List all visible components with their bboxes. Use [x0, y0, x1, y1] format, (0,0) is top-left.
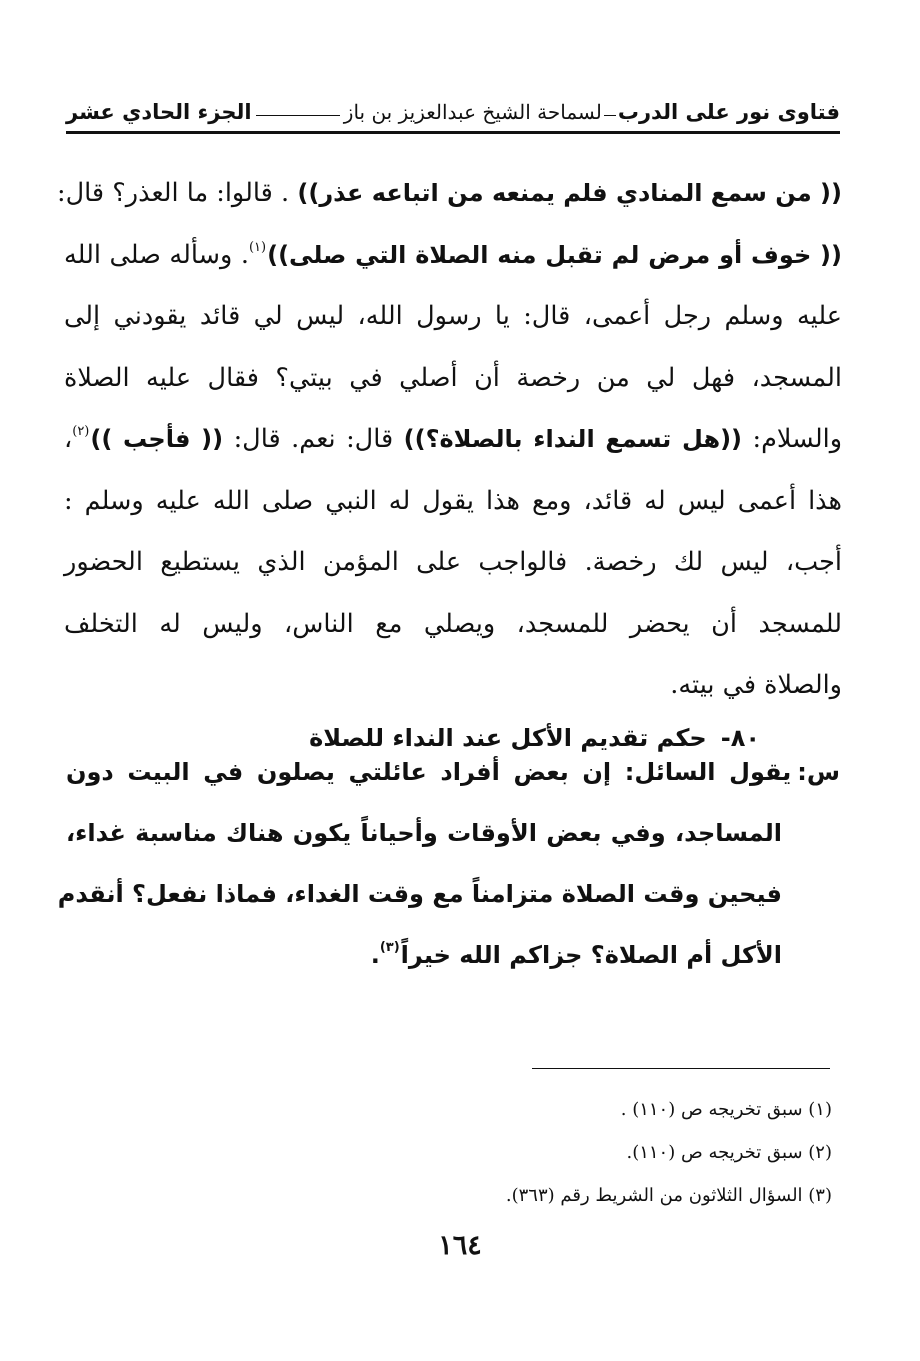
footnotes	[412, 1088, 832, 1217]
body-text-segment: للمسجد أن يحضر للمسجد، ويصلي مع الناس، وليس له التخلف	[64, 608, 842, 639]
body-line	[64, 286, 842, 348]
header-divider	[66, 131, 840, 134]
body-text-segment: ،	[64, 424, 73, 454]
question-line: المساجد، وفي بعض الأوقات وأحياناً يكون هناك مناسبة غداء،	[66, 819, 782, 847]
body-line	[64, 594, 842, 656]
body-line	[64, 409, 842, 471]
hadith-quote: ((هل تسمع النداء بالصلاة؟))	[403, 425, 743, 453]
footnote-ref: (٣)	[379, 940, 400, 955]
body-text-segment: المسجد، فهل لي من رخصة أن أصلي في بيتي؟ فقال عليه الصلاة	[64, 362, 842, 393]
body-text	[57, 163, 843, 717]
body-text-segment: هذا أعمى ليس له قائد، ومع هذا يقول له النبي صلى الله عليه وسلم :	[64, 485, 842, 516]
body-text-segment: أجب، ليس لك رخصة. فالواجب على المؤمن الذي يستطيع الحضور	[64, 547, 842, 577]
body-line	[57, 163, 842, 225]
question-line	[66, 925, 782, 986]
question-text: يقول السائل: إن بعض أفراد عائلتي يصلون في البيت دون	[66, 758, 792, 786]
section-title: حكم تقديم الأكل عند النداء للصلاة	[309, 724, 707, 752]
question-end: .	[370, 941, 380, 969]
body-text-segment: والصلاة في بيته.	[670, 670, 842, 700]
header-volume: الجزء الحادي عشر	[66, 100, 252, 124]
footnote-1: (١) سبق تخريجه ص (١١٠) .	[620, 1099, 832, 1120]
hadith-quote: (( فأجب ))	[90, 425, 224, 453]
header-dash	[604, 115, 616, 116]
body-line	[64, 532, 842, 594]
footnote-ref: (١)	[248, 239, 267, 255]
body-text-segment: عليه وسلم رجل أعمى، قال: يا رسول الله، ليس لي قائد يقودني إلى	[64, 301, 842, 331]
body-line	[64, 655, 842, 717]
header-dash-rule	[256, 115, 340, 116]
question-label: س:	[797, 758, 840, 786]
footnote-divider	[532, 1068, 830, 1069]
section-number: ٨٠-	[720, 724, 760, 752]
body-text-segment: . وسأله صلى الله	[64, 239, 249, 270]
page-number: ١٦٤	[438, 1230, 482, 1261]
body-text-segment: والسلام:	[742, 424, 843, 454]
body-line	[64, 471, 842, 533]
body-line	[64, 225, 842, 287]
hadith-quote: (( من سمع المنادي فلم يمنعه من اتباعه عذر))	[289, 179, 842, 207]
footnote-2: (٢) سبق تخريجه ص (١١٠).	[626, 1142, 832, 1163]
question-line	[66, 742, 840, 803]
body-line	[64, 348, 842, 410]
hadith-quote: (( خوف أو مرض لم تقبل منه الصلاة التي صلى))	[267, 240, 842, 269]
question-line: فيحين وقت الصلاة متزامناً مع وقت الغداء، فماذا نفعل؟ أنقدم	[57, 880, 782, 908]
question-block	[57, 742, 840, 986]
footnote-3: (٣) السؤال الثلاثون من الشريط رقم (٣٦٣).	[505, 1185, 832, 1206]
question-text: الأكل أم الصلاة؟ جزاكم الله خيراً	[400, 941, 782, 969]
footnote-ref: (٢)	[72, 424, 90, 439]
running-header	[66, 84, 840, 124]
body-text-segment: . قالوا: ما العذر؟ قال:	[57, 178, 290, 208]
body-text-segment: قال: نعم. قال:	[223, 424, 404, 454]
header-author: لسماحة الشيخ عبدالعزيز بن باز	[343, 100, 602, 124]
header-series-title: فتاوى نور على الدرب	[617, 100, 840, 124]
